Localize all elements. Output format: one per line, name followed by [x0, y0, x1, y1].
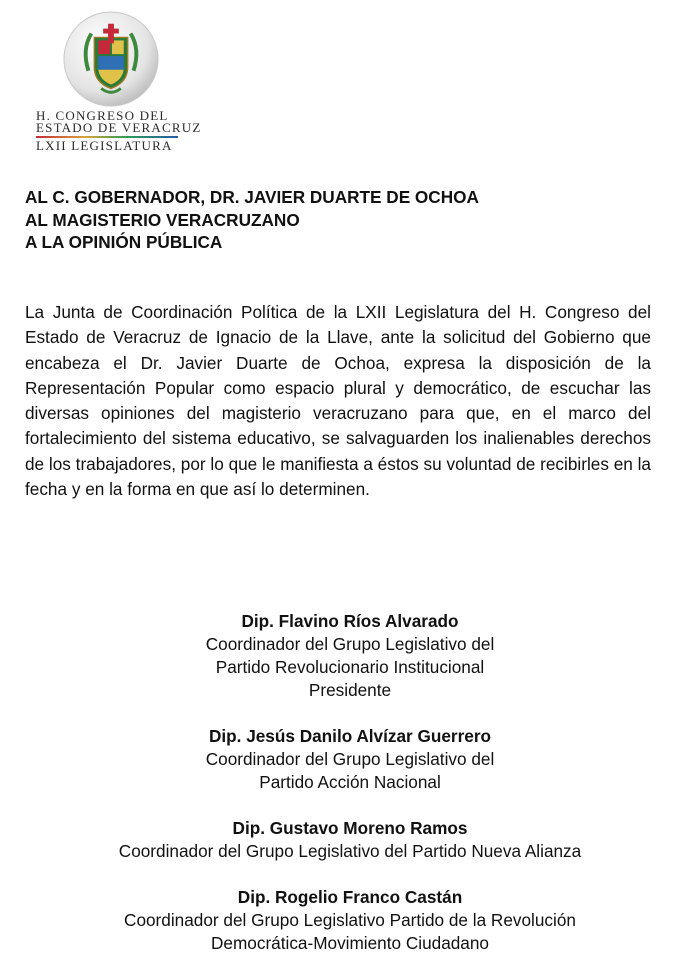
signature-block: [0, 817, 700, 863]
signatory-title-line: Coordinador del Grupo Legislativo Partido de la Revolución: [124, 910, 576, 930]
signatory-title-line: Coordinador del Grupo Legislativo del: [205, 749, 495, 769]
congress-line-2: ESTADO DE VERACRUZ: [36, 120, 202, 135]
addressee-governor: AL C. GOBERNADOR, DR. JAVIER DUARTE DE OCHOA: [25, 187, 479, 207]
congress-line-3: LXII LEGISLATURA: [36, 138, 173, 153]
addressee-public: A LA OPINIÓN PÚBLICA: [25, 232, 223, 252]
signatures: [0, 610, 700, 978]
congress-name: [36, 108, 202, 153]
signatory-name: Dip. Jesús Danilo Alvízar Guerrero: [208, 726, 492, 746]
signatory-title-line: Partido Acción Nacional: [259, 772, 441, 792]
signatory-title-line: Democrática-Movimiento Ciudadano: [211, 933, 489, 953]
signatory-name: Dip. Rogelio Franco Castán: [237, 887, 463, 907]
addressees: [25, 186, 665, 254]
statement-body: La Junta de Coordinación Política de la LXII Legislatura del H. Congreso del Estado de Veracruz de Ignacio de la Llave, ante la solicitud del Gobierno que encabeza el Dr. Javier Duarte de Ochoa, expresa la disposición de la Representación Popular como espacio plural y democrático, de escuchar las diversas opiniones del magisterio veracruzano para que, en el marco del fortalecimiento del sistema educativo, se salvaguarden los inalienables derechos de los trabajadores, por lo que le manifiesta a éstos su voluntad de recibirles en la fecha y en la forma en que así lo determinen.: [25, 302, 651, 500]
signature-block: [0, 886, 700, 955]
letterhead: [36, 10, 202, 153]
signatory-title-line: Coordinador del Grupo Legislativo del: [205, 634, 495, 654]
signatory-title-line: Coordinador del Grupo Legislativo del Partido Nueva Alianza: [118, 841, 582, 861]
coat-of-arms-seal-icon: [62, 10, 160, 108]
signature-block: [0, 610, 700, 702]
signatory-title-line: Presidente: [308, 680, 392, 700]
addressee-teachers: AL MAGISTERIO VERACRUZANO: [25, 209, 300, 230]
signatory-name: Dip. Flavino Ríos Alvarado: [241, 611, 459, 631]
signature-block: [0, 725, 700, 794]
signatory-name: Dip. Gustavo Moreno Ramos: [232, 818, 468, 838]
signatory-title-line: Partido Revolucionario Institucional: [215, 657, 485, 677]
congress-line-1: H. CONGRESO DEL: [36, 108, 169, 123]
